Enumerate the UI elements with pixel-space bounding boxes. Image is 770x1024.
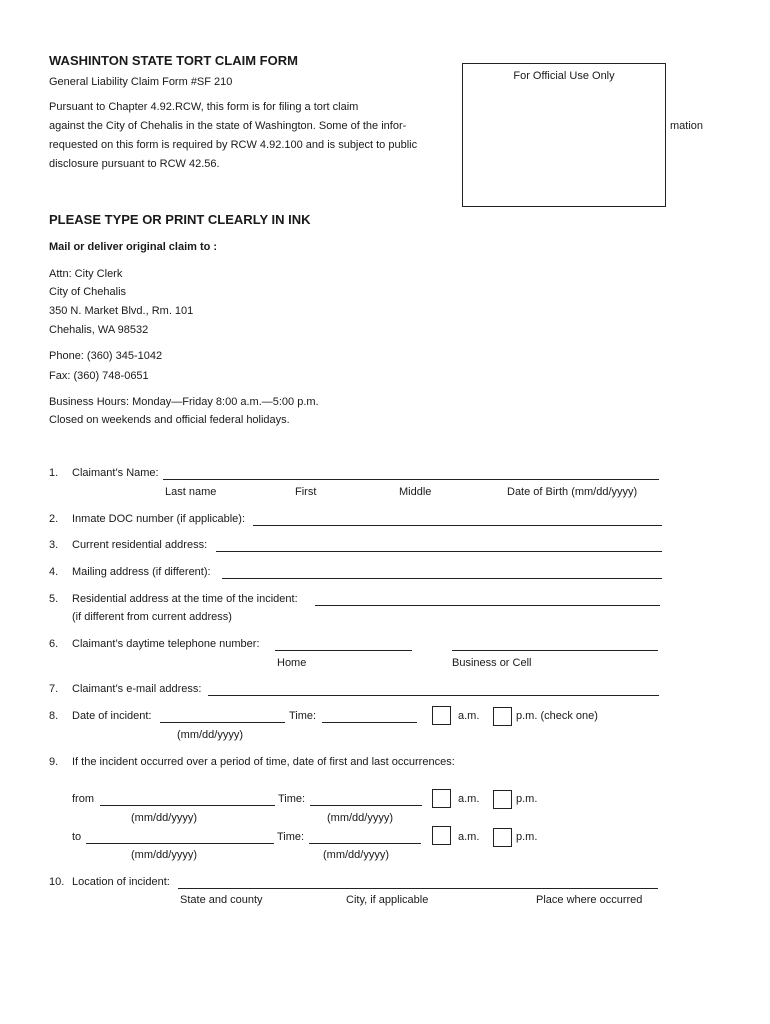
- phone-text: Phone: (360) 345-1042: [49, 350, 163, 362]
- mailing-address-field[interactable]: [222, 578, 662, 579]
- hours-text: Business Hours: Monday—Friday 8:00 a.m.—5:00 p.m.: [49, 396, 319, 408]
- incident-pm-checkbox[interactable]: [493, 707, 512, 726]
- email-label: Claimant’s e-mail address:: [72, 683, 202, 695]
- intro-overflow-fragment: mation: [670, 120, 704, 132]
- doc-number-field[interactable]: [253, 525, 662, 526]
- to-time-format: (mm/dd/yyyy): [323, 849, 389, 861]
- claimant-name-label: Claimant’s Name:: [72, 467, 159, 479]
- period-label: If the incident occurred over a period of time, date of first and last occurrences:: [72, 756, 455, 768]
- incident-am-label: a.m.: [458, 710, 480, 722]
- field-10-number: 10.: [49, 876, 65, 888]
- current-address-label: Current residential address:: [72, 539, 208, 551]
- sub-dob: Date of Birth (mm/dd/yyyy): [507, 486, 638, 498]
- to-am-label: a.m.: [458, 831, 480, 843]
- instructions-heading: PLEASE TYPE OR PRINT CLEARLY IN INK: [49, 212, 311, 227]
- address-line-4: Chehalis, WA 98532: [49, 324, 149, 336]
- sub-first: First: [295, 486, 317, 498]
- from-pm-label: p.m.: [516, 793, 538, 805]
- to-am-checkbox[interactable]: [432, 826, 451, 845]
- incident-date-label: Date of incident:: [72, 710, 152, 722]
- incident-pm-label: p.m. (check one): [516, 710, 598, 722]
- field-7-number: 7.: [49, 683, 59, 695]
- field-5-number: 5.: [49, 593, 59, 605]
- from-am-label: a.m.: [458, 793, 480, 805]
- mail-label: Mail or deliver original claim to :: [49, 241, 218, 253]
- mailing-address-label: Mailing address (if different):: [72, 566, 211, 578]
- from-time-label: Time:: [278, 793, 306, 805]
- field-6-number: 6.: [49, 638, 59, 650]
- current-address-field[interactable]: [216, 551, 662, 552]
- to-time-label: Time:: [277, 831, 305, 843]
- sub-home: Home: [277, 657, 307, 669]
- to-date-field[interactable]: [86, 843, 274, 844]
- sub-city: City, if applicable: [346, 894, 429, 906]
- from-label: from: [72, 793, 94, 805]
- incident-time-label: Time:: [289, 710, 317, 722]
- sub-last-name: Last name: [165, 486, 217, 498]
- incident-time-field[interactable]: [322, 722, 417, 723]
- intro-line-3: requested on this form is required by RCW 4.92.100 and is subject to public: [49, 139, 418, 151]
- to-label: to: [72, 831, 82, 843]
- to-pm-label: p.m.: [516, 831, 538, 843]
- to-time-field[interactable]: [309, 843, 421, 844]
- sub-state-county: State and county: [180, 894, 263, 906]
- home-phone-field[interactable]: [275, 650, 412, 651]
- to-pm-checkbox[interactable]: [493, 828, 512, 847]
- incident-date-field[interactable]: [160, 722, 285, 723]
- form-subtitle: General Liability Claim Form #SF 210: [49, 76, 233, 88]
- incident-am-checkbox[interactable]: [432, 706, 451, 725]
- intro-line-2: against the City of Chehalis in the state of Washington. Some of the infor-: [49, 120, 407, 132]
- from-date-field[interactable]: [100, 805, 275, 806]
- phone-label: Claimant’s daytime telephone number:: [72, 638, 260, 650]
- closed-text: Closed on weekends and official federal holidays.: [49, 414, 290, 426]
- sub-business-cell: Business or Cell: [452, 657, 532, 669]
- from-time-format: (mm/dd/yyyy): [327, 812, 393, 824]
- sub-middle: Middle: [399, 486, 432, 498]
- incident-address-label: Residential address at the time of the incident:: [72, 593, 298, 605]
- incident-date-format: (mm/dd/yyyy): [177, 729, 243, 741]
- doc-number-label: Inmate DOC number (if applicable):: [72, 513, 246, 525]
- location-field[interactable]: [178, 888, 658, 889]
- cell-phone-field[interactable]: [452, 650, 658, 651]
- address-line-2: City of Chehalis: [49, 286, 127, 298]
- field-9-number: 9.: [49, 756, 59, 768]
- sub-place: Place where occurred: [536, 894, 643, 906]
- field-1-number: 1.: [49, 467, 59, 479]
- field-8-number: 8.: [49, 710, 59, 722]
- to-date-format: (mm/dd/yyyy): [131, 849, 197, 861]
- incident-address-field[interactable]: [315, 605, 660, 606]
- email-field[interactable]: [208, 695, 659, 696]
- field-3-number: 3.: [49, 539, 59, 551]
- form-title: WASHINTON STATE TORT CLAIM FORM: [49, 53, 298, 68]
- from-date-format: (mm/dd/yyyy): [131, 812, 197, 824]
- official-use-box: [462, 63, 666, 207]
- address-line-1: Attn: City Clerk: [49, 268, 123, 280]
- incident-address-note: (if different from current address): [72, 611, 232, 623]
- from-am-checkbox[interactable]: [432, 789, 451, 808]
- official-use-label: For Official Use Only: [513, 70, 615, 82]
- address-line-3: 350 N. Market Blvd., Rm. 101: [49, 305, 194, 317]
- location-label: Location of incident:: [72, 876, 170, 888]
- field-4-number: 4.: [49, 566, 59, 578]
- claimant-name-field[interactable]: [163, 479, 659, 480]
- intro-line-1: Pursuant to Chapter 4.92.RCW, this form is for filing a tort claim: [49, 101, 359, 113]
- intro-line-4: disclosure pursuant to RCW 42.56.: [49, 158, 220, 170]
- fax-text: Fax: (360) 748-0651: [49, 370, 149, 382]
- from-time-field[interactable]: [310, 805, 422, 806]
- from-pm-checkbox[interactable]: [493, 790, 512, 809]
- field-2-number: 2.: [49, 513, 59, 525]
